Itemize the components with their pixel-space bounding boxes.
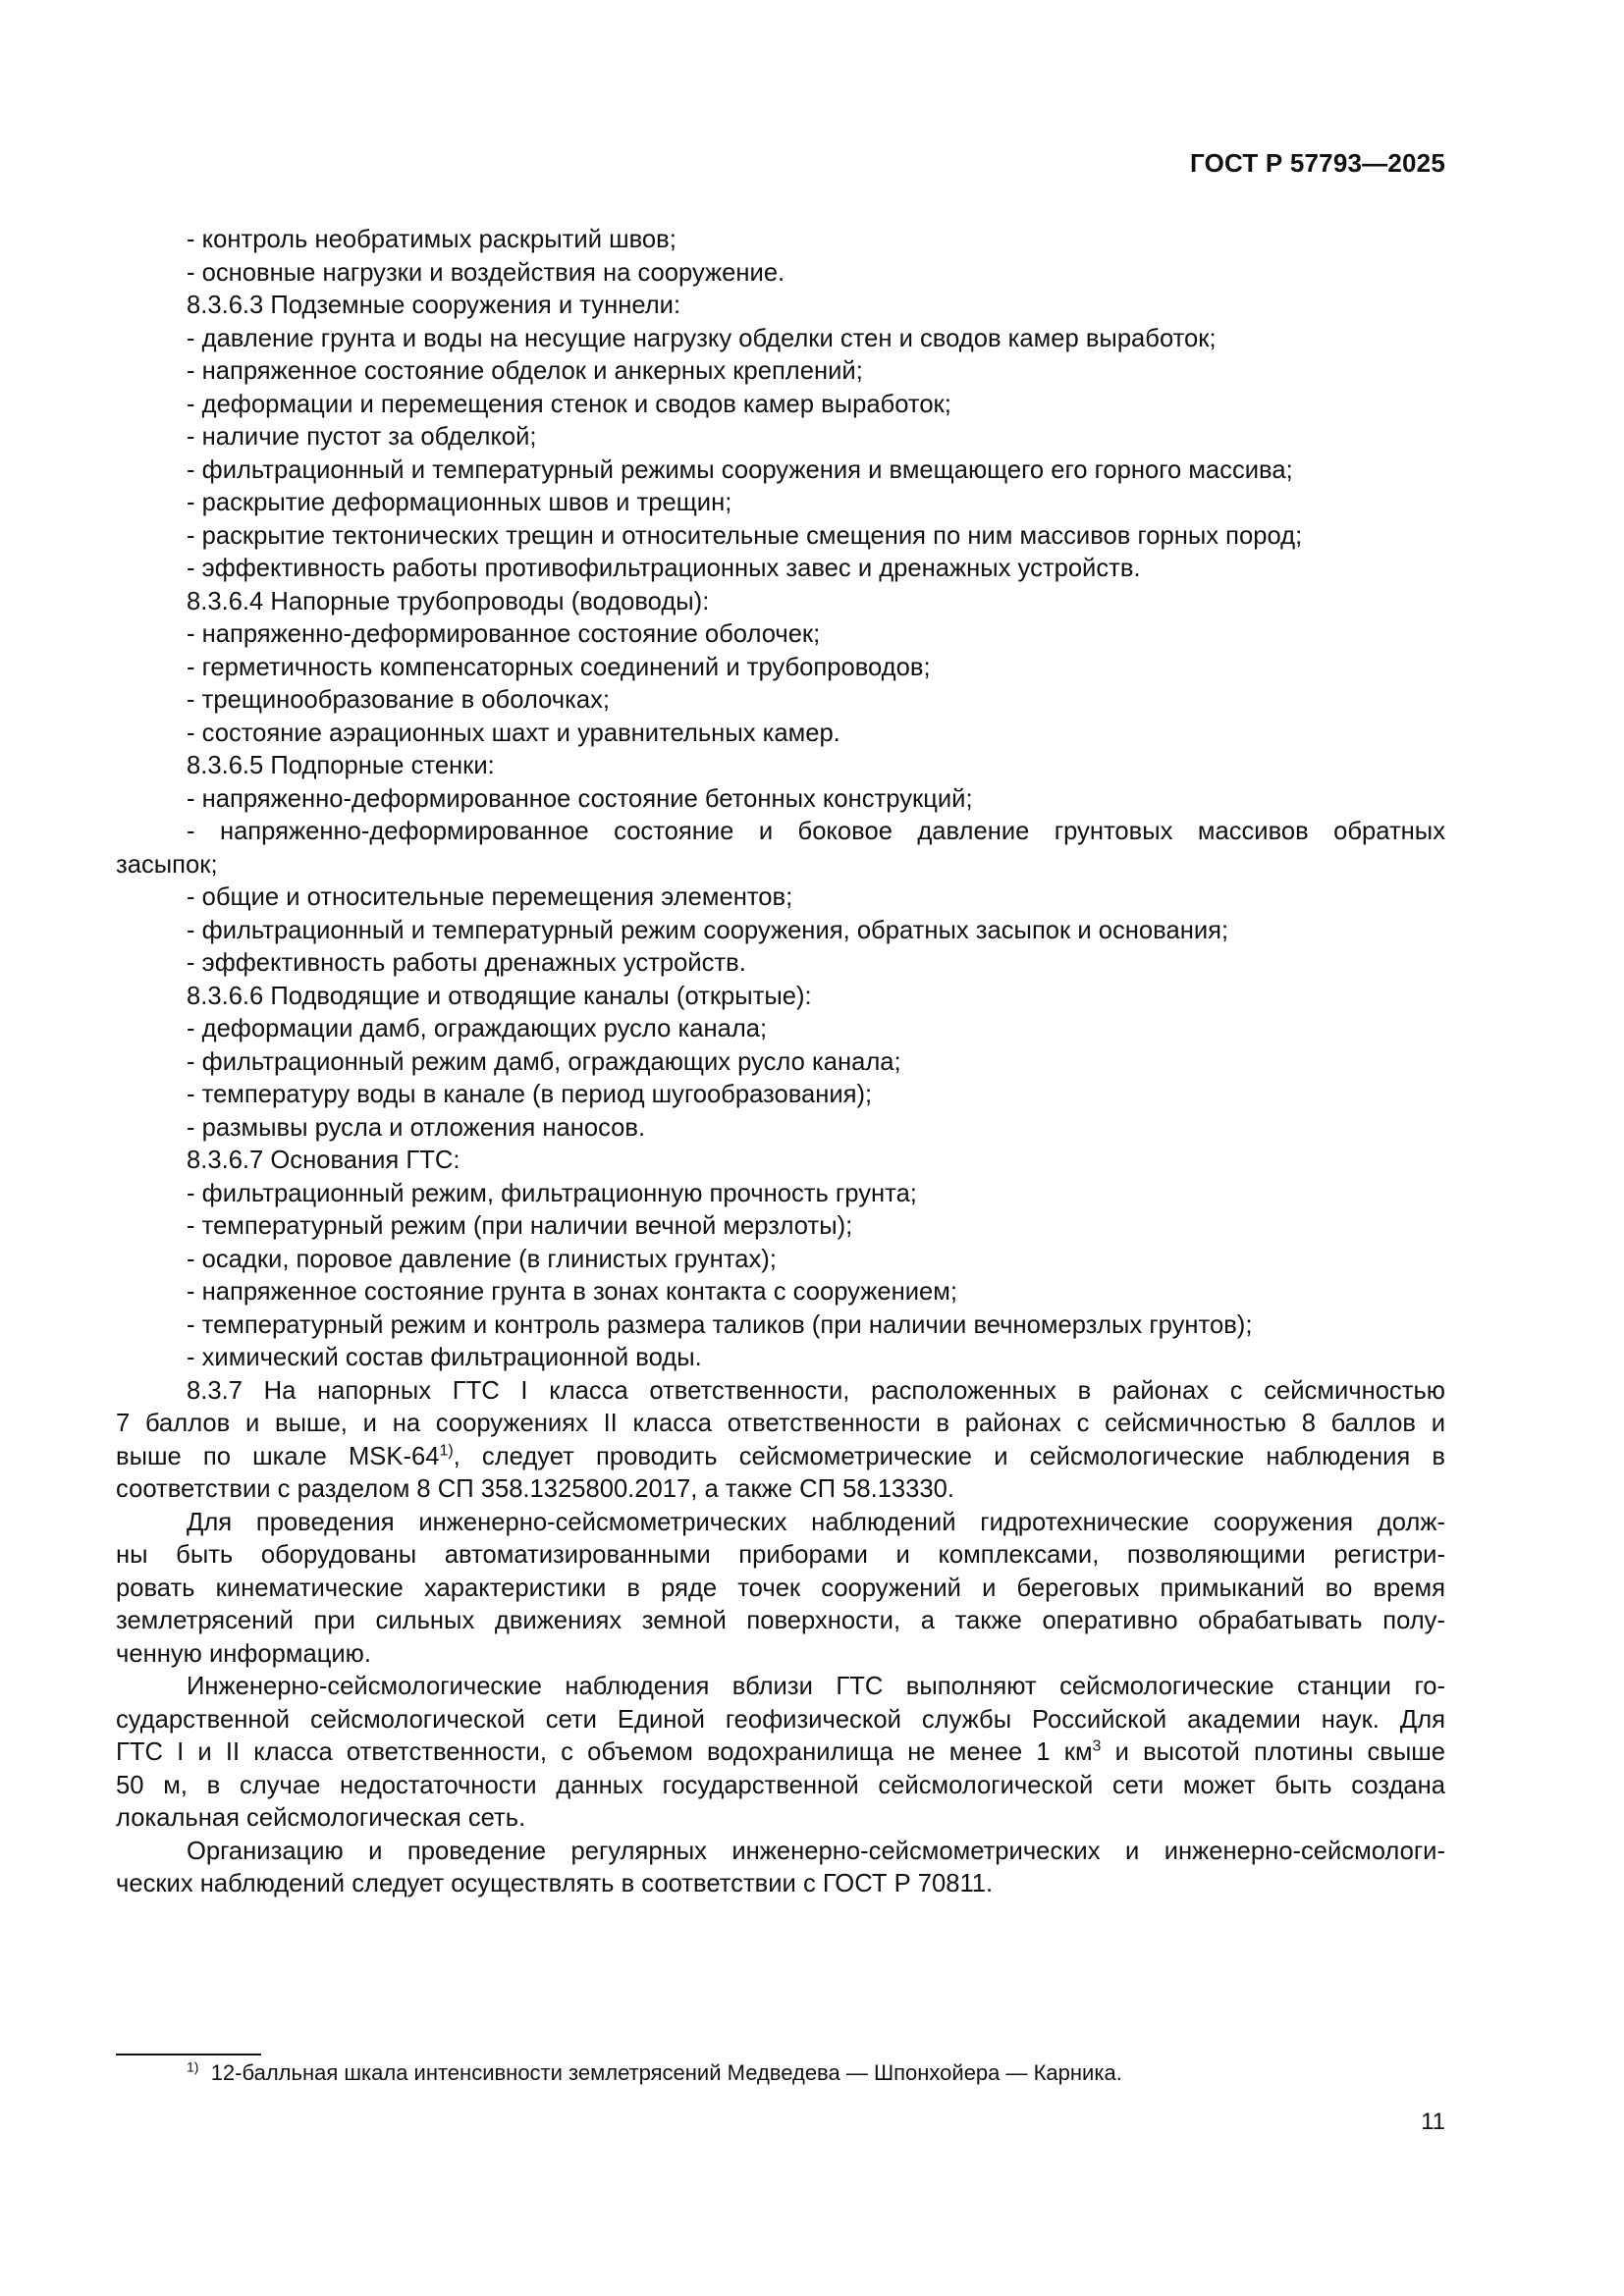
text-line-km — [116, 1736, 1445, 1770]
text-line: 8.3.6.4 Напорные трубопроводы (водоводы): — [187, 587, 710, 615]
text-line: - герметичность компенсаторных соединений и трубопроводов; — [187, 653, 931, 681]
body-text — [116, 224, 1445, 1901]
text-line: ны быть оборудованы автоматизированными приборами и комплексами, позволяющими регистри- — [116, 1541, 1445, 1569]
text-line: - трещинообразование в оболочках; — [187, 686, 611, 714]
text-line: 8.3.7 На напорных ГТС I класса ответственности, расположенных в районах с сейсмичностью — [187, 1376, 1445, 1405]
text-line: локальная сейсмологическая сеть. — [116, 1804, 526, 1832]
text-line: - температурный режим и контроль размера таликов (при наличии вечномерзлых грунтов); — [187, 1310, 1253, 1339]
text-line: - раскрытие деформационных швов и трещин; — [187, 489, 732, 516]
text-line: соответствии с разделом 8 СП 358.1325800.2017, а также СП 58.13330. — [116, 1475, 954, 1503]
footnote — [187, 2060, 1122, 2086]
text-line: - напряженно-деформированное состояние и боковое давление грунтовых массивов обратных — [187, 818, 1445, 845]
km-line-before: ГТС I и II класса ответственности, с объемом водохранилища не менее 1 км — [116, 1738, 1093, 1766]
text-line: - основные нагрузки и воздействия на сооружение. — [187, 258, 785, 287]
text-line: - контроль необратимых раскрытий швов; — [187, 226, 677, 253]
footnote-mark: 1) — [187, 2058, 199, 2075]
page-number: 11 — [1421, 2109, 1445, 2135]
text-line: - фильтрационный и температурный режим сооружения, обратных засыпок и основания; — [187, 916, 1229, 944]
text-line: Инженерно-сейсмологические наблюдения вблизи ГТС выполняют сейсмологические станции го- — [187, 1673, 1445, 1700]
text-line: - эффективность работы противофильтрационных завес и дренажных устройств. — [187, 555, 1141, 582]
text-line: Для проведения инженерно-сейсмометрических наблюдений гидротехнические сооружения долж- — [187, 1508, 1445, 1536]
text-line: - напряженное состояние обделок и анкерных креплений; — [187, 357, 863, 385]
footnote-divider — [116, 2054, 261, 2056]
text-line: ченную информацию. — [116, 1639, 371, 1668]
text-line: - осадки, поровое давление (в глинистых грунтах); — [187, 1245, 777, 1273]
text-line: 7 баллов и выше, и на сооружениях II класса ответственности в районах с сейсмичностью 8 баллов и — [116, 1410, 1445, 1437]
text-line: - деформации и перемещения стенок и сводов камер выработок; — [187, 390, 951, 418]
text-line: ровать кинематические характеристики в ряде точек сооружений и береговых примыканий во время — [116, 1574, 1445, 1602]
text-line: - деформации дамб, ограждающих русло канала; — [187, 1015, 768, 1042]
text-line: - эффективность работы дренажных устройств. — [187, 949, 746, 977]
text-line: - температуру воды в канале (в период шугообразования); — [187, 1081, 873, 1108]
text-block-1 — [116, 224, 1445, 1441]
text-line-msk — [116, 1441, 1445, 1474]
text-line: - состояние аэрационных шахт и уравнительных камер. — [187, 719, 840, 747]
text-line: 8.3.6.5 Подпорные стенки: — [187, 752, 495, 779]
text-line: - температурный режим (при наличии вечной мерзлоты); — [187, 1212, 853, 1240]
text-line: ческих наблюдений следует осуществлять в соответствии с ГОСТ Р 70811. — [116, 1870, 994, 1897]
text-line: - напряженно-деформированное состояние бетонных конструкций; — [187, 784, 973, 813]
text-line: - фильтрационный и температурный режимы сооружения и вмещающего его горного массива; — [187, 455, 1293, 484]
text-line: 8.3.6.6 Подводящие и отводящие каналы (открытые): — [187, 982, 812, 1010]
km-line-after: и высотой плотины свыше — [1101, 1738, 1445, 1766]
msk-line-before: выше по шкале MSK-64 — [116, 1442, 440, 1470]
text-line: - химический состав фильтрационной воды. — [187, 1344, 702, 1371]
text-line: - размывы русла и отложения наносов. — [187, 1113, 646, 1142]
document-id-header: ГОСТ Р 57793—2025 — [1190, 148, 1445, 178]
text-line: Организацию и проведение регулярных инженерно-сейсмометрических и инженерно-сейсмологи- — [187, 1837, 1445, 1865]
superscript-3: 3 — [1092, 1737, 1102, 1755]
text-line: - фильтрационный режим, фильтрационную прочность грунта; — [187, 1179, 917, 1207]
text-line: сударственной сейсмологической сети Единой геофизической службы Российской академии наук. Для — [116, 1705, 1445, 1734]
footnote-text: 12-балльная шкала интенсивности землетрясений Медведева — Шпонхойера — Карника. — [210, 2060, 1122, 2085]
text-line: 50 м, в случае недостаточности данных государственной сейсмологической сети может быть создана — [116, 1771, 1445, 1799]
text-line: - раскрытие тектонических трещин и относительные смещения по ним массивов горных пород; — [187, 521, 1303, 550]
text-block-3 — [116, 1770, 1445, 1901]
text-line: засыпок; — [116, 850, 218, 879]
text-line: землетрясений при сильных движениях земной поверхности, а также оперативно обрабатывать полу- — [116, 1607, 1445, 1634]
text-line: - напряженно-деформированное состояние оболочек; — [187, 620, 821, 648]
text-line: - фильтрационный режим дамб, ограждающих русло канала; — [187, 1047, 901, 1076]
text-line: - наличие пустот за обделкой; — [187, 423, 537, 451]
footnote-ref-1: 1) — [439, 1441, 454, 1459]
text-line: - давление грунта и воды на несущие нагрузку обделки стен и сводов камер выработок; — [187, 324, 1217, 352]
text-line: 8.3.6.7 Основания ГТС: — [187, 1147, 460, 1174]
text-line: 8.3.6.3 Подземные сооружения и туннели: — [187, 292, 681, 319]
text-block-2 — [116, 1473, 1445, 1736]
text-line: - напряженное состояние грунта в зонах контакта с сооружением; — [187, 1278, 957, 1306]
text-line: - общие и относительные перемещения элементов; — [187, 883, 793, 911]
msk-line-after: , следует проводить сейсмометрические и сейсмологические наблюдения в — [453, 1442, 1445, 1470]
